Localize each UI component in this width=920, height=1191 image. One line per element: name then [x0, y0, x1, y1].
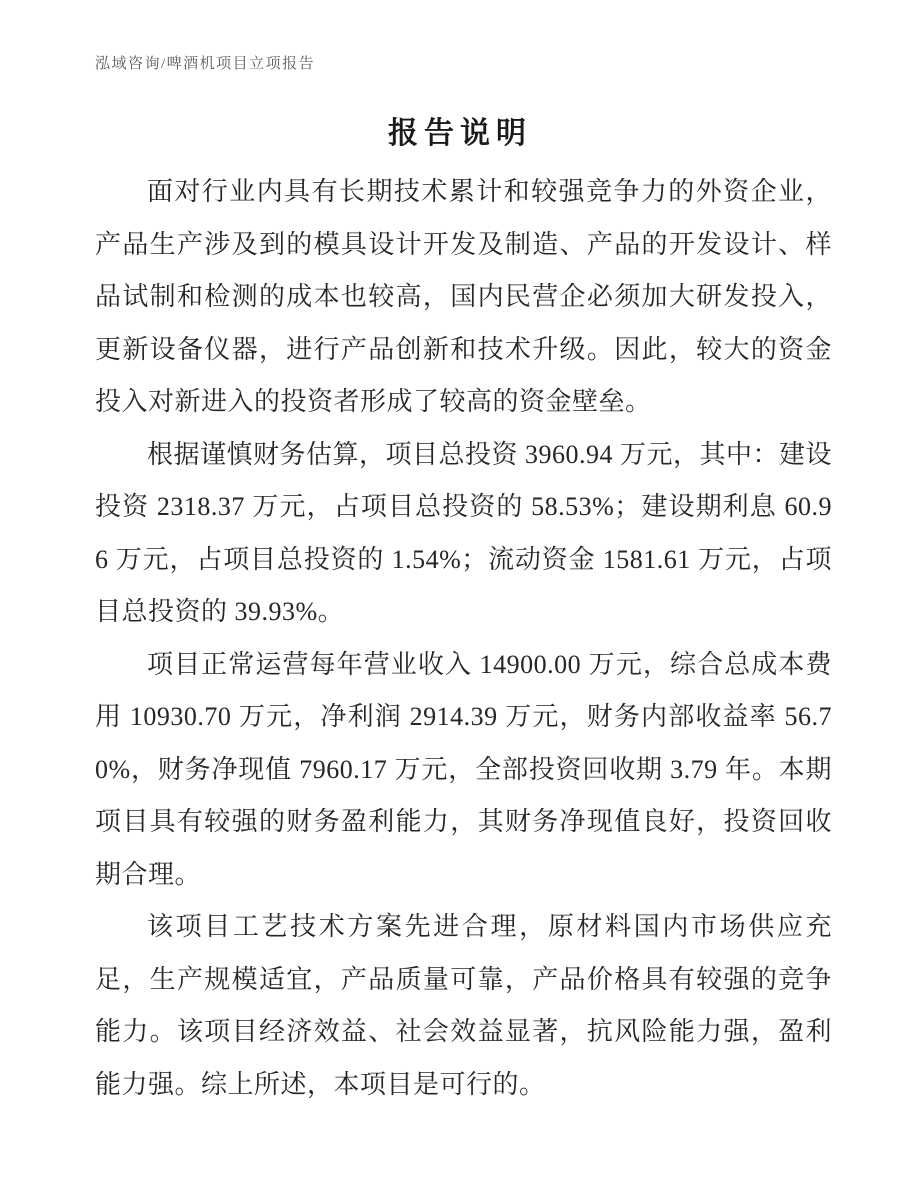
document-body: [95, 166, 832, 1111]
paragraph-operating-finance: 项目正常运营每年营业收入 14900.00 万元，综合总成本费用 10930.70 万元，净利润 2914.39 万元，财务内部收益率 56.70%，财务净现值 7960.17 万元，全部投资回收期 3.79 年。本期项目具有较强的财务盈利能力，其财务净现值良好，投资回收期合理。: [95, 649, 832, 889]
document-header-breadcrumb: 泓域咨询/啤酒机项目立项报告: [95, 56, 316, 72]
paragraph-investment-estimate: 根据谨慎财务估算，项目总投资 3960.94 万元，其中：建设投资 2318.37 万元，占项目总投资的 58.53%；建设期利息 60.96 万元，占项目总投资的 1.54%；流动资金 1581.61 万元，占项目总投资的 39.93%。: [95, 439, 833, 626]
paragraph-industry-barrier: 面对行业内具有长期技术累计和较强竞争力的外资企业，产品生产涉及到的模具设计开发及制造、产品的开发设计、样品试制和检测的成本也较高，国内民营企必须加大研发投入，更新设备仪器，进行产品创新和技术升级。因此，较大的资金投入对新进入的投资者形成了较高的资金壁垒。: [95, 177, 832, 416]
page-title: 报告说明: [388, 117, 532, 150]
paragraph-feasibility-conclusion: 该项目工艺技术方案先进合理，原材料国内市场供应充足，生产规模适宜，产品质量可靠，产品价格具有较强的竞争能力。该项目经济效益、社会效益显著，抗风险能力强，盈利能力强。综上所述，本项目是可行的。: [95, 912, 832, 1099]
